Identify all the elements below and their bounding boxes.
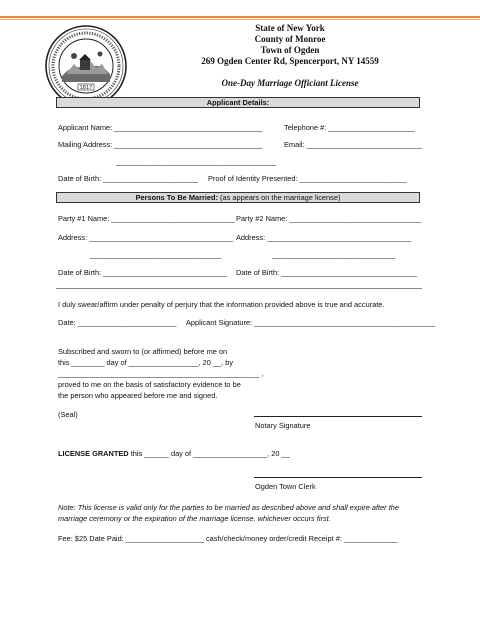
seal-label: (Seal) bbox=[58, 410, 78, 419]
perjury-statement: I duly swear/affirm under penalty of perjury that the information provided above is true and accurate. bbox=[58, 300, 385, 309]
license-granted-field[interactable]: LICENSE GRANTED this ______ day of __________________, 20 __ bbox=[58, 449, 290, 458]
applicant-details-heading: Applicant Details: bbox=[56, 97, 420, 108]
notary-signature-line[interactable] bbox=[254, 416, 422, 417]
notary-date-field[interactable]: this ________ day of _________________, 20 __, by bbox=[58, 358, 234, 367]
top-accent-line-thin bbox=[0, 19, 480, 20]
persons-to-be-married-heading: Persons To Be Married: (as appears on the marriage license) bbox=[56, 192, 420, 203]
section-divider bbox=[56, 288, 422, 289]
proof-of-identity-field[interactable]: Proof of Identity Presented: __________________________ bbox=[208, 174, 407, 183]
header-state: State of New York bbox=[255, 23, 325, 33]
party2-dob-field[interactable]: Date of Birth: _________________________________ bbox=[236, 268, 417, 277]
notary-text-line4: proved to me on the basis of satisfactory evidence to be bbox=[58, 380, 241, 389]
applicant-name-field[interactable]: Applicant Name: ____________________________________ bbox=[58, 123, 263, 132]
notary-signature-label: Notary Signature bbox=[255, 421, 311, 430]
mailing-address-field[interactable]: Mailing Address: ____________________________________ bbox=[58, 140, 263, 149]
town-clerk-signature-line[interactable] bbox=[254, 477, 422, 478]
header-county: County of Monroe bbox=[254, 34, 326, 44]
mailing-address-line2-field[interactable]: _______________________________________ bbox=[116, 157, 277, 166]
note-line2: marriage ceremony or the expiration of the marriage license, whichever occurs first. bbox=[58, 514, 331, 523]
party2-name-field[interactable]: Party #2 Name: ________________________________ bbox=[236, 214, 421, 223]
town-clerk-label: Ogden Town Clerk bbox=[255, 482, 316, 491]
notary-text-line5: the person who appeared before me and signed. bbox=[58, 391, 218, 400]
party2-address-line2-field[interactable]: ______________________________ bbox=[272, 250, 396, 259]
telephone-field[interactable]: Telephone #: _____________________ bbox=[284, 123, 415, 132]
svg-text:1817: 1817 bbox=[79, 85, 93, 91]
applicant-dob-field[interactable]: Date of Birth: _______________________ bbox=[58, 174, 198, 183]
top-accent-line bbox=[0, 16, 480, 18]
party2-address-field[interactable]: Address: ___________________________________ bbox=[236, 233, 412, 242]
party1-address-field[interactable]: Address: ___________________________________ bbox=[58, 233, 234, 242]
notary-name-field[interactable]: _________________________________________________ , bbox=[58, 369, 264, 378]
header-town: Town of Ogden bbox=[260, 45, 320, 55]
party1-address-line2-field[interactable]: ________________________________ bbox=[90, 250, 222, 259]
fee-payment-field[interactable]: Fee: $25 Date Paid: ___________________ cash/check/money order/credit Receipt #: _____________ bbox=[58, 534, 398, 543]
town-seal-icon bbox=[44, 24, 128, 108]
note-line1: Note: This license is valid only for the parties to be married as described above and shall expire after the bbox=[58, 503, 399, 512]
sign-date-field[interactable]: Date: ________________________ bbox=[58, 318, 177, 327]
email-field[interactable]: Email: ____________________________ bbox=[284, 140, 422, 149]
notary-text-line1: Subscribed and sworn to (or affirmed) before me on bbox=[58, 347, 228, 356]
party1-name-field[interactable]: Party #1 Name: ______________________________ bbox=[58, 214, 235, 223]
header-address: 269 Ogden Center Rd, Spencerport, NY 14559 bbox=[201, 56, 379, 66]
applicant-signature-field[interactable]: Applicant Signature: ____________________________________________ bbox=[186, 318, 436, 327]
party1-dob-field[interactable]: Date of Birth: ______________________________ bbox=[58, 268, 227, 277]
document-title: One-Day Marriage Officiant License bbox=[221, 78, 359, 88]
